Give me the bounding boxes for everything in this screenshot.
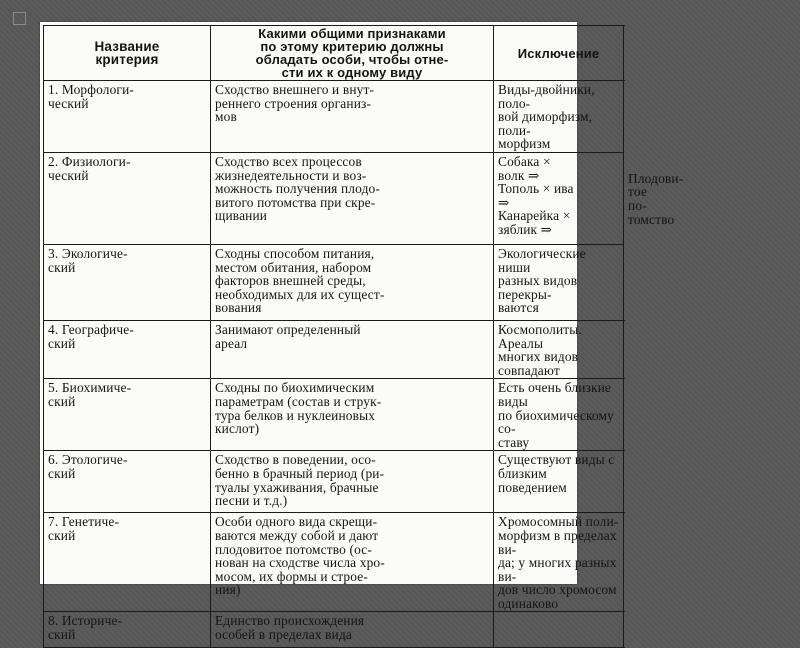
scanned-table-page — [40, 22, 684, 643]
criterion-features-cell: Занимают определенный ареал — [211, 320, 494, 378]
criterion-name-cell: 1. Морфологи- ческий — [44, 81, 211, 153]
criterion-name-cell: 6. Этологиче- ский — [44, 451, 211, 513]
criterion-features-cell: Сходство внешнего и внут- реннего строения организ- мов — [211, 81, 494, 153]
criterion-exception-cell: Есть очень близкие виды по биохимическому со- ставу — [494, 379, 624, 451]
table-row — [44, 513, 624, 612]
criterion-features-cell: Сходство всех процессов жизнедеятельности и воз- можность получения плодо- витого потомства при скре- щивании — [211, 152, 494, 244]
criterion-exception-crosses-cell: Собака × волк ⇒ Тополь × ива ⇒ Канарейка × зяблик ⇒ — [494, 152, 624, 244]
header-common-features: Какими общими признаками по этому критерию должны обладать особи, чтобы отне- сти их к одному виду — [211, 26, 494, 81]
header-criterion-name: Название критерия — [44, 26, 211, 81]
criterion-features-cell: Особи одного вида скрещи- ваются между собой и дают плодовитое потомство (ос- нован на сходстве числа хро- мосом, их формы и строе- ния) — [211, 513, 494, 612]
criterion-exception-cell: Космополиты. Ареалы многих видов совпадают — [494, 320, 624, 378]
criterion-name-cell: 5. Биохимиче- ский — [44, 379, 211, 451]
species-criteria-table — [43, 25, 684, 648]
criterion-exception-cell — [494, 612, 624, 648]
table-row: 2. Физиологи- ческий Сходство всех процессов жизнедеятельности и воз- можность получения плодо- витого потомства при скре- щивании Собака × волк ⇒ Тополь × ива ⇒ Канарейка × зяблик ⇒ Плодови- тое по- томство — [44, 152, 624, 244]
criterion-exception-cell: Виды-двойники, поло- вой диморфизм, поли- морфизм — [494, 81, 624, 153]
table-row — [44, 320, 624, 378]
criterion-name-cell: 3. Экологиче- ский — [44, 244, 211, 320]
criterion-name-cell: 7. Генетиче- ский — [44, 513, 211, 612]
criterion-name-cell: 4. Географиче- ский — [44, 320, 211, 378]
criterion-features-cell: Единство происхождения особей в пределах вида — [211, 612, 494, 648]
table-row — [44, 451, 624, 513]
criterion-name-cell: 8. Историче- ский — [44, 612, 211, 648]
header-exception: Исключение — [494, 26, 624, 81]
table-row — [44, 81, 624, 153]
table-row — [44, 244, 624, 320]
criterion-exception-cell: Экологические ниши разных видов перекры- ваются — [494, 244, 624, 320]
criterion-exception-cell: Существуют виды с близким поведением — [494, 451, 624, 513]
slide-bullet-icon — [13, 12, 26, 25]
table-row — [44, 612, 624, 648]
criterion-exception-cell: Хромосомный поли- морфизм в пределах ви- да; у многих разных ви- дов число хромосом одинаково — [494, 513, 624, 612]
criterion-features-cell: Сходны по биохимическим параметрам (состав и струк- тура белков и нуклеиновых кислот) — [211, 379, 494, 451]
criterion-name-cell: 2. Физиологи- ческий — [44, 152, 211, 244]
criterion-features-cell: Сходство в поведении, осо- бенно в брачный период (ри- туалы ухаживания, брачные песни и т.д.) — [211, 451, 494, 513]
table-row — [44, 379, 624, 451]
table-header-row — [44, 26, 624, 81]
criterion-features-cell: Сходны способом питания, местом обитания, набором факторов внешней среды, необходимых для их сущест- вования — [211, 244, 494, 320]
